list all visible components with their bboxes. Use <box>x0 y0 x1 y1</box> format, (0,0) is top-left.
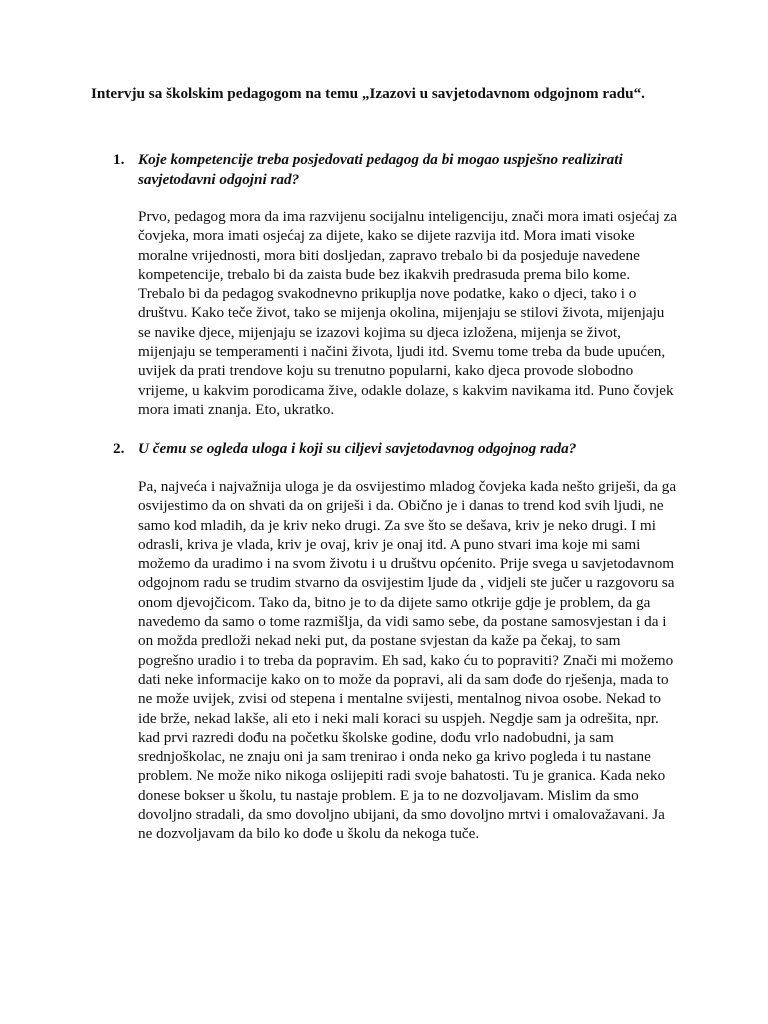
question-number: 2. <box>113 440 125 457</box>
answer-2: Pa, najveća i najvažnija uloga je da osvijestimo mladog čovjeka kada nešto griješi, da ga osvijestimo da on shvati da on griješi i da. Obično je i danas to trend kod svih ljudi, ne samo kod mladih, da je kriv neko drugi. Za sve što se dešava, kriv je neko drugi. I mi odrasli, kriva je vlada, kriv je ovaj, kriv je onaj itd. A puno stvari ima koje mi sami možemo da uradimo i na svom životu i u društvu općenito. Prije svega u savjetodavnom odgojnom radu se trudim stvarno da osvijestim ljude da , vidjeli ste jučer u razgovoru sa onom djevojčicom. Tako da, bitno je to da dijete samo otkrije gdje je problem, da ga navedemo da samo o tome razmišlja, da vidi samo sebe, da postane samosvjestan i da i on možda predloži nekad neki put, da postane svjestan da kaže pa čekaj, to sam pogrešno uradio i to treba da popravim. Eh sad, kako ću to popraviti? Znači mi možemo dati neke informacije kako on to može da popravi, ali da sam dođe do rješenja, mada to ne može uvijek, zvisi od stepena i mentalne svijesti, mentalnog nivoa osobe. Nekad to ide brže, nekad lakše, ali eto i neki mali koraci su uspjeh. Negdje sam ja odrešita, npr. kad prvi razredi dođu na početku školske godine, dođu vrlo nadobudni, ja sam srednjoškolac, ne znaju oni ja sam trenirao i onda neko ga krivo pogleda i tu nastane problem. Ne može niko nikoga oslijepiti radi svoje bahatosti. Tu je granica. Kada neko donese bokser u školu, tu nastaje problem. E ja to ne dozvoljavam. Mislim da smo dovoljno stradali, da smo dovoljno ubijani, da smo dovoljno mrtvi i omalovažavani. Ja ne dozvoljavam da bilo ko dođe u školu da nekoga tuče. <box>138 478 677 843</box>
question-text: Koje kompetencije treba posjedovati pedagog da bi mogao uspješno realizirati savjetodavni odgojni rad? <box>138 151 623 188</box>
question-2 <box>113 439 673 459</box>
answer-1: Prvo, pedagog mora da ima razvijenu socijalnu inteligenciju, znači mora imati osjećaj za čovjeka, mora imati osjećaj za dijete, kako se dijete razvija itd. Mora imati visoke moralne vrijednosti, mora biti dosljedan, zapravo trebalo bi da posjeduje navedene kompetencije, trebalo bi da zaista bude bez ikakvih predrasuda prema bilo kome. Trebalo bi da pedagog svakodnevno prikuplja nove podatke, kako o djeci, tako i o društvu. Kako teče život, tako se mijenja okolina, mijenjaju se stilovi života, mijenjaju se navike djece, mijenjaju se izazovi kojima su djeca izložena, mijenja se život, mijenjaju se temperamenti i načini života, ljudi itd. Svemu tome treba da bude upućen, uvijek da prati trendove koju su trenutno popularni, kako djeca provode slobodno vrijeme, u kakvim porodicama žive, odakle dolaze, s kakvim navikama itd. Puno čovjek mora imati znanja. Eto, ukratko. <box>138 208 677 418</box>
question-1 <box>113 150 673 190</box>
document-title: Intervju sa školskim pedagogom na temu „Izazovi u savjetodavnom odgojnom radu“. <box>91 85 645 102</box>
question-text: U čemu se ogleda uloga i koji su ciljevi savjetodavnog odgojnog rada? <box>138 440 577 457</box>
question-number: 1. <box>113 151 125 168</box>
